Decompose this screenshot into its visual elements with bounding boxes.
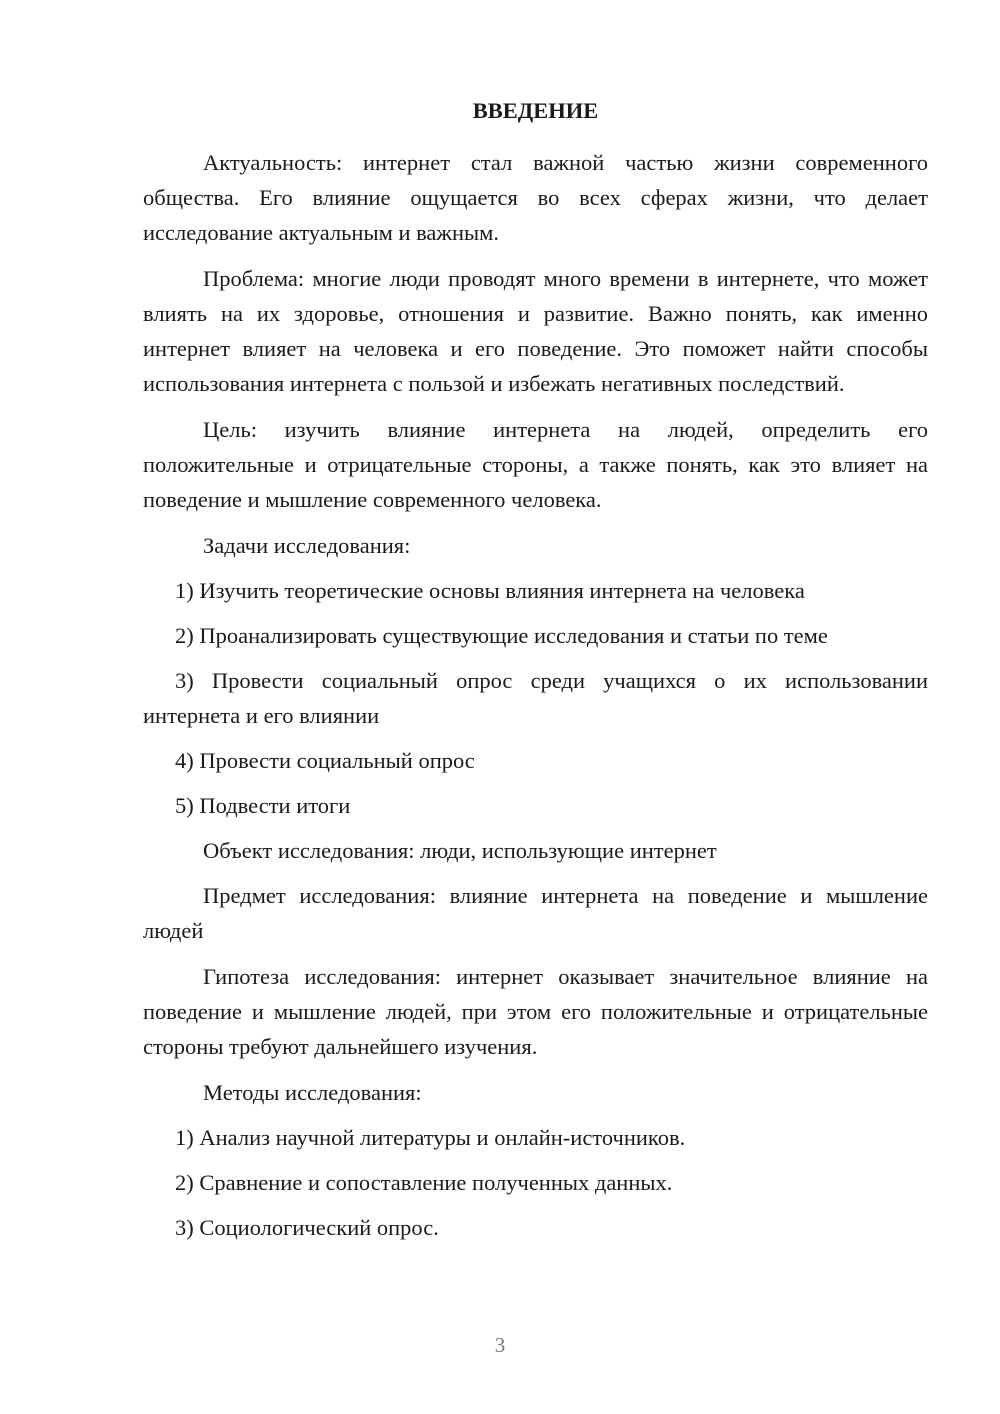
tasks-title: Задачи исследования: — [203, 533, 411, 558]
task-item: 3) Провести социальный опрос среди учащихся о их использовании интернета и его влиянии — [143, 668, 928, 728]
problem-paragraph: Проблема: многие люди проводят много времени в интернете, что может влиять на их здоровье, отношения и развитие. Важно понять, как именно интернет влияет на человека и его поведение. Это поможет найти способы использования интернета с пользой и избежать негативных последствий. — [143, 266, 928, 396]
hypothesis-paragraph: Гипотеза исследования: интернет оказывает значительное влияние на поведение и мышление людей, при этом его положительные и отрицательные стороны требуют дальнейшего изучения. — [143, 964, 928, 1059]
object-line: Объект исследования: люди, использующие интернет — [203, 838, 717, 863]
relevance-paragraph: Актуальность: интернет стал важной частью жизни современного общества. Его влияние ощущается во всех сферах жизни, что делает исследование актуальным и важным. — [143, 150, 928, 245]
section-heading: ВВЕДЕНИЕ — [472, 98, 599, 123]
methods-title: Методы исследования: — [203, 1080, 422, 1105]
task-item: 2) Проанализировать существующие исследования и статьи по теме — [175, 623, 828, 648]
task-item: 5) Подвести итоги — [175, 793, 351, 818]
method-item: 2) Сравнение и сопоставление полученных данных. — [175, 1170, 673, 1195]
page-number: 3 — [494, 1333, 506, 1357]
method-item: 1) Анализ научной литературы и онлайн-источников. — [175, 1125, 686, 1150]
subject-paragraph: Предмет исследования: влияние интернета на поведение и мышление людей — [143, 883, 928, 943]
task-item: 4) Провести социальный опрос — [175, 748, 475, 773]
document-page — [143, 92, 928, 1255]
method-item: 3) Социологический опрос. — [175, 1215, 439, 1240]
task-item: 1) Изучить теоретические основы влияния интернета на человека — [175, 578, 805, 603]
goal-paragraph: Цель: изучить влияние интернета на людей, определить его положительные и отрицательные стороны, а также понять, как это влияет на поведение и мышление современного человека. — [143, 417, 928, 512]
